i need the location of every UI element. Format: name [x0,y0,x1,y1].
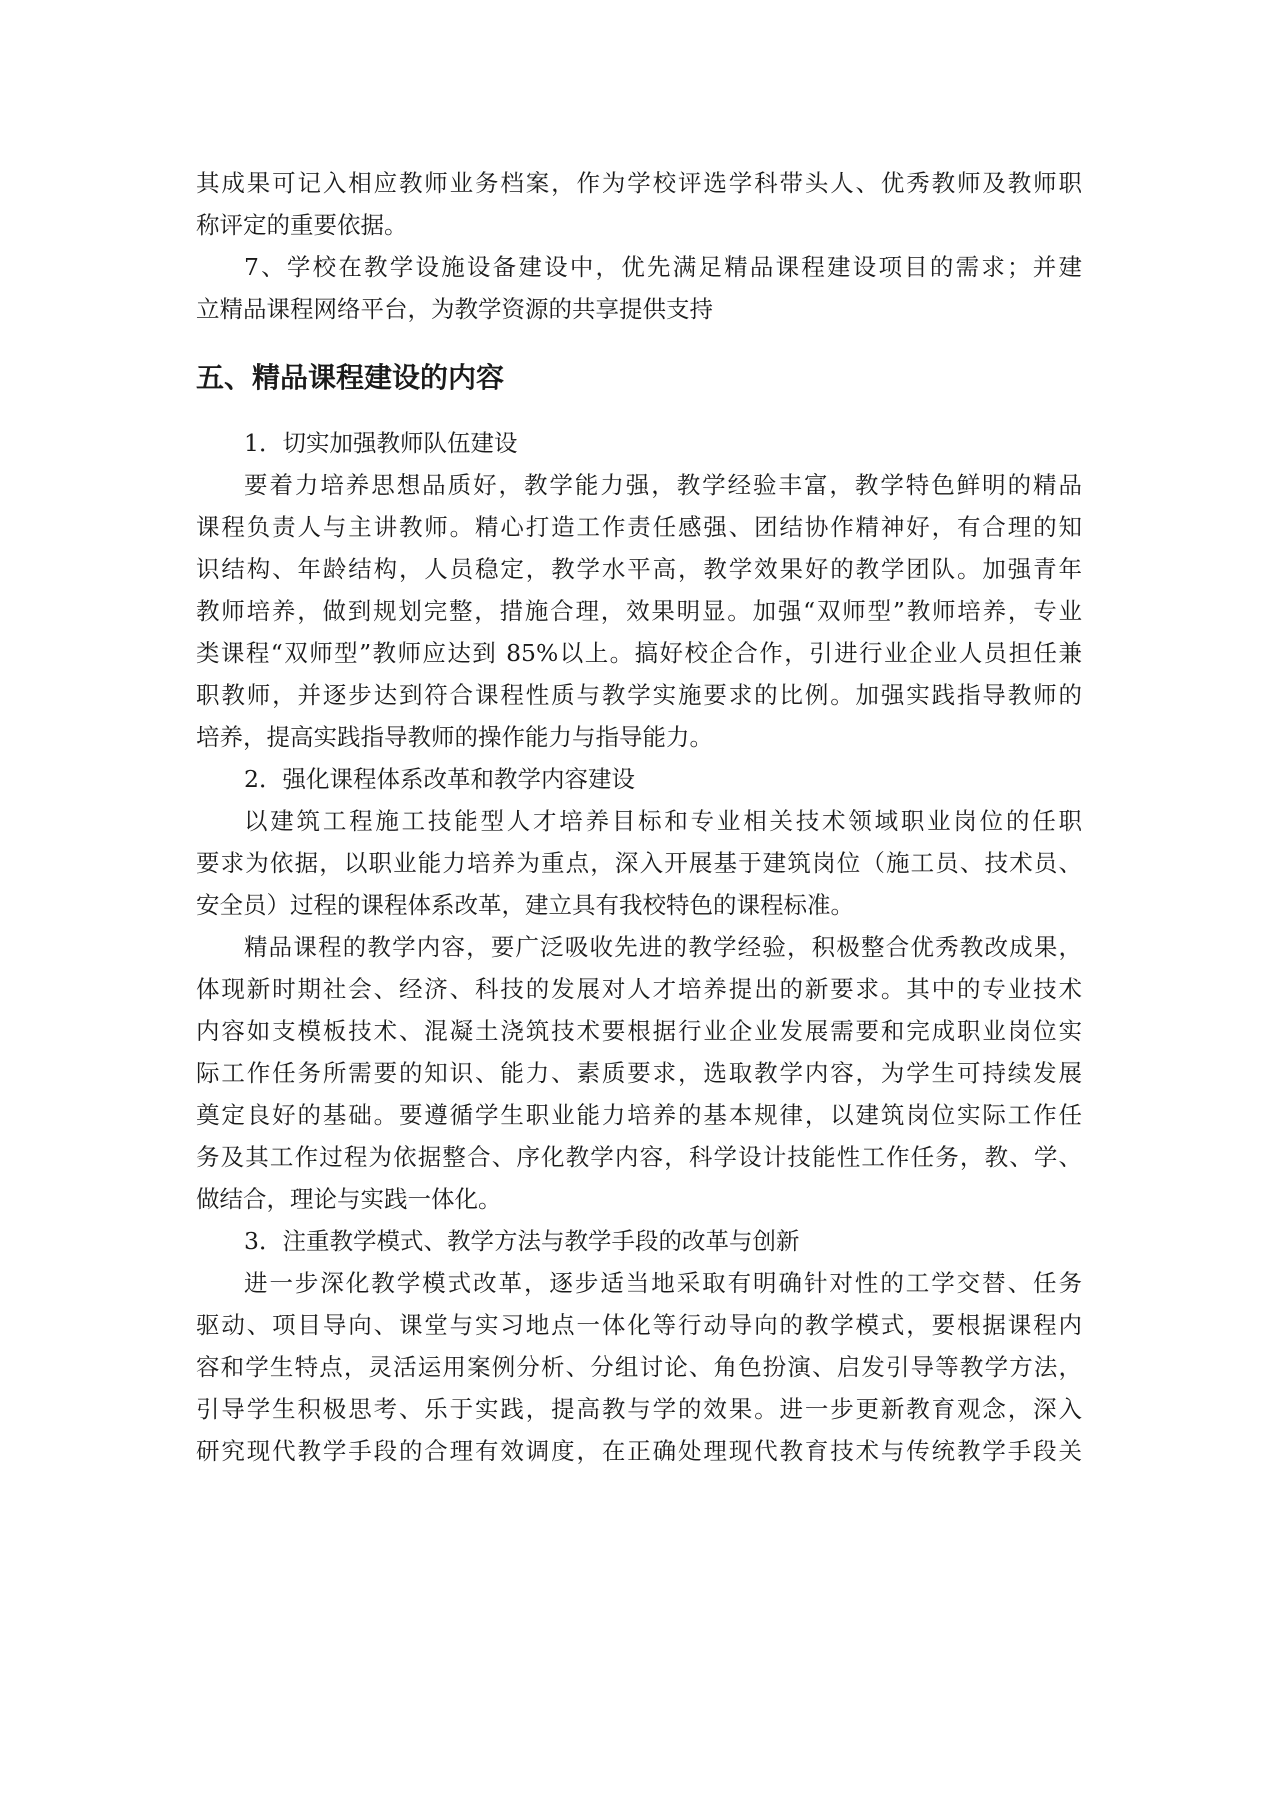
paragraph-7 [196,246,1082,330]
paragraph-teaching-methods [196,1262,1082,1472]
subsection-heading-1: 1．切实加强教师队伍建设 [244,429,518,457]
text-line: 识结构、年龄结构，人员稳定，教学水平高，教学效果好的教学团队。加强青年 [196,555,1082,583]
text-line: 进一步深化教学模式改革，逐步适当地采取有明确针对性的工学交替、任务 [244,1269,1082,1297]
text-line: 安全员）过程的课程体系改革，建立具有我校特色的课程标准。 [196,891,854,919]
text-line: 立精品课程网络平台，为教学资源的共享提供支持 [196,295,713,323]
text-line: 引导学生积极思考、乐于实践，提高教与学的效果。进一步更新教育观念，深入 [196,1395,1082,1423]
text-line: 教师培养，做到规划完整，措施合理，效果明显。加强“双师型”教师培养，专业 [196,597,1082,625]
text-line: 要求为依据，以职业能力培养为重点，深入开展基于建筑岗位（施工员、技术员、 [196,849,1082,877]
paragraph-teaching-content [196,926,1082,1220]
text-line: 职教师，并逐步达到符合课程性质与教学实施要求的比例。加强实践指导教师的 [196,681,1082,709]
paragraph-teacher-team [196,464,1082,758]
text-line: 以建筑工程施工技能型人才培养目标和专业相关技术领域职业岗位的任职 [244,807,1082,835]
text-line: 类课程“双师型”教师应达到 85%以上。搞好校企合作，引进行业企业人员担任兼 [196,639,1082,667]
section-title: 五、精品课程建设的内容 [196,361,505,394]
text-line: 精品课程的教学内容，要广泛吸收先进的教学经验，积极整合优秀教改成果， [244,933,1082,961]
text-line: 要着力培养思想品质好，教学能力强，教学经验丰富，教学特色鲜明的精品 [244,471,1082,499]
text-line: 研究现代教学手段的合理有效调度，在正确处理现代教育技术与传统教学手段关 [196,1437,1082,1465]
subsection-heading-2: 2．强化课程体系改革和教学内容建设 [244,765,635,793]
paragraph-intro [196,162,1082,246]
subsection-heading-3: 3．注重教学模式、教学方法与教学手段的改革与创新 [244,1227,800,1255]
text-line: 培养，提高实践指导教师的操作能力与指导能力。 [196,723,713,751]
text-line: 体现新时期社会、经济、科技的发展对人才培养提出的新要求。其中的专业技术 [196,975,1082,1003]
text-line: 7、学校在教学设施设备建设中，优先满足精品课程建设项目的需求；并建 [244,253,1082,281]
paragraph-curriculum-reform [196,800,1082,926]
text-line: 驱动、项目导向、课堂与实习地点一体化等行动导向的教学模式，要根据课程内 [196,1311,1082,1339]
document-body [196,162,1082,1472]
text-line: 称评定的重要依据。 [196,211,408,239]
text-line: 课程负责人与主讲教师。精心打造工作责任感强、团结协作精神好，有合理的知 [196,513,1082,541]
text-line: 务及其工作过程为依据整合、序化教学内容，科学设计技能性工作任务，教、学、 [196,1143,1082,1171]
text-line: 做结合，理论与实践一体化。 [196,1185,502,1213]
text-line: 奠定良好的基础。要遵循学生职业能力培养的基本规律，以建筑岗位实际工作任 [196,1101,1082,1129]
text-line: 内容如支模板技术、混凝土浇筑技术要根据行业企业发展需要和完成职业岗位实 [196,1017,1082,1045]
text-line: 际工作任务所需要的知识、能力、素质要求，选取教学内容，为学生可持续发展 [196,1059,1082,1087]
text-line: 容和学生特点，灵活运用案例分析、分组讨论、角色扮演、启发引导等教学方法， [196,1353,1082,1381]
text-line: 其成果可记入相应教师业务档案，作为学校评选学科带头人、优秀教师及教师职 [196,169,1082,197]
